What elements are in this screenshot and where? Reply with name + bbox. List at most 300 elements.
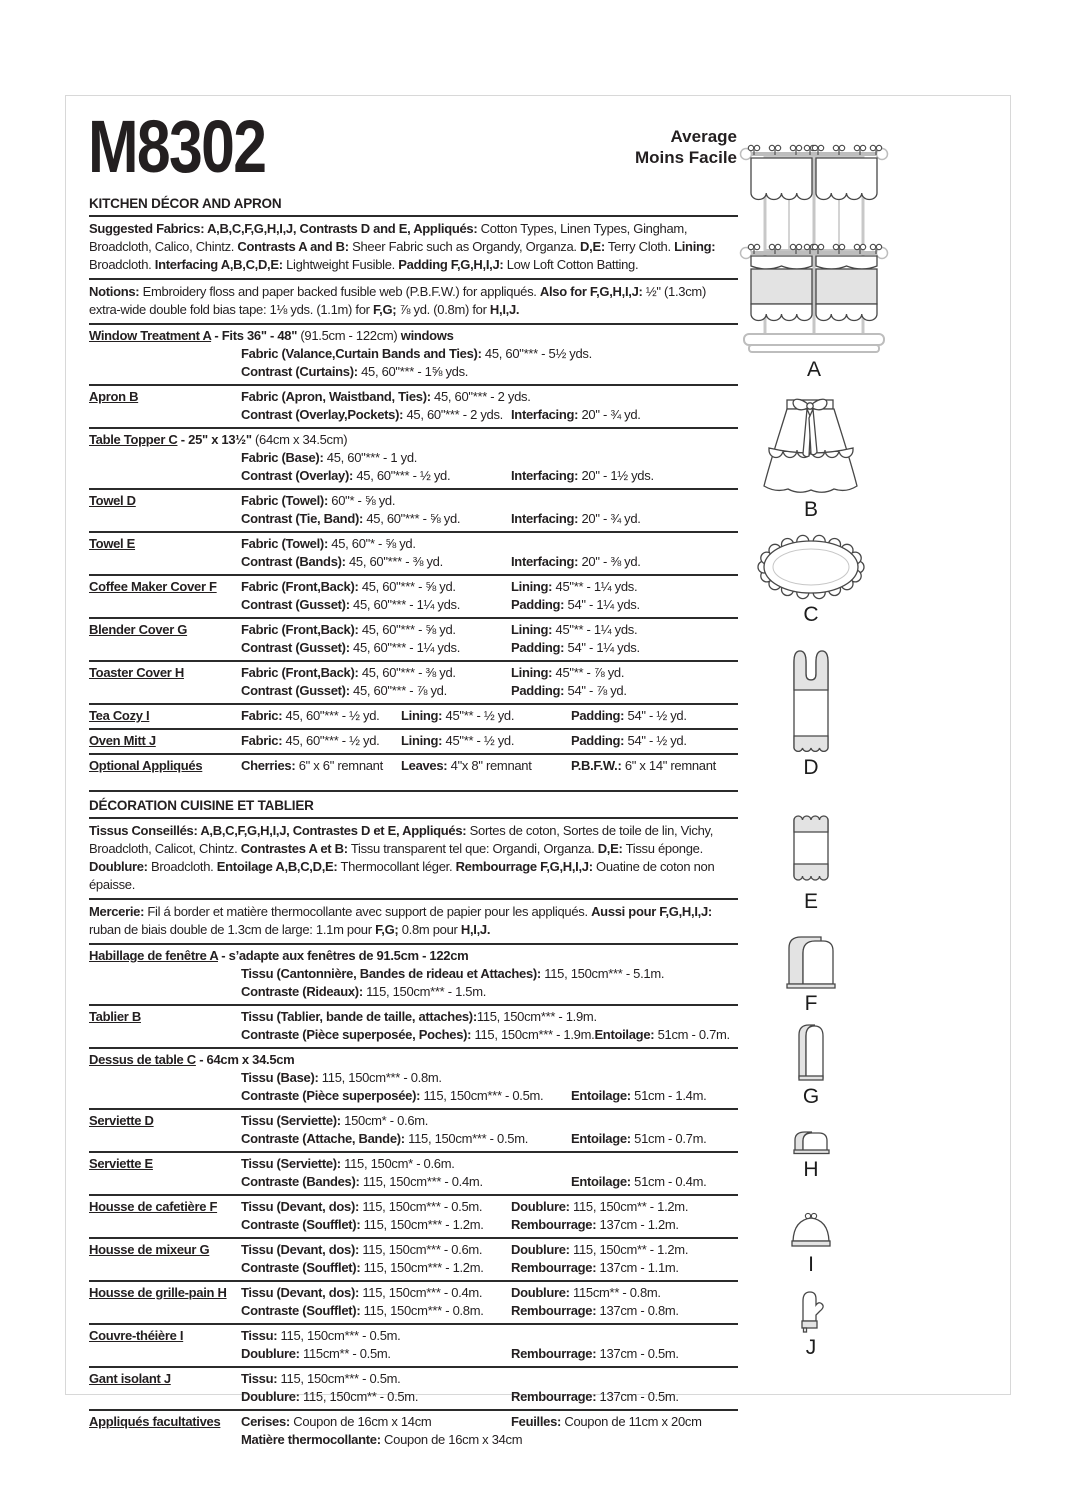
text-run: windows xyxy=(400,328,454,343)
row-line xyxy=(241,510,738,528)
row-label: Towel E xyxy=(89,536,136,551)
figure-coffee-maker-cover-f xyxy=(746,932,876,1016)
spec-label: Matière thermocollante: xyxy=(241,1432,381,1447)
figure-window-treatment-a xyxy=(738,138,890,382)
spec-label: Contrast (Gusset): xyxy=(241,597,350,612)
text-run: (91.5cm - 122cm) xyxy=(297,328,401,343)
row-lines xyxy=(89,535,738,571)
row-lines xyxy=(89,1112,738,1148)
text-run: ½" (1.3cm) extra-wide double fold bias tape: 1⅛ yds. (1.1m) for xyxy=(89,284,706,317)
spec-cell: Doublure: 115, 150cm** - 1.2m. xyxy=(511,1199,689,1214)
row-label: Tablier B xyxy=(89,1009,141,1024)
figure-label-b: B xyxy=(803,498,818,521)
difficulty-rating xyxy=(89,126,737,168)
spec-label: Lining: xyxy=(511,622,553,637)
section-english xyxy=(89,193,738,778)
section-french xyxy=(89,790,738,1452)
tea-cozy-illustration xyxy=(789,1211,833,1251)
row-label: Tea Cozy I xyxy=(89,708,150,723)
text-run: H,I,J. xyxy=(460,922,491,937)
figure-label-e: E xyxy=(803,890,818,913)
figure-label-c: C xyxy=(803,603,819,626)
spec-label: Contrast (Bands): xyxy=(241,554,346,569)
text-run: ruban de biais double de 1.3cm de large: 1.1m pour xyxy=(89,922,376,937)
spec-label: Cherries: xyxy=(241,758,296,773)
spec-label: Entoilage: xyxy=(571,1088,631,1103)
spec-label: Fabric: xyxy=(241,708,283,723)
spec-label: Contrast (Gusset): xyxy=(241,640,350,655)
table-row xyxy=(89,386,738,429)
row-lines xyxy=(89,388,738,424)
table-row xyxy=(89,1325,738,1368)
spec-label: Tissu (Serviette): xyxy=(241,1156,341,1171)
text-run: Fil á border et matière thermocollante avec support de papier pour les appliqués. xyxy=(144,904,592,919)
row-line xyxy=(241,1413,738,1431)
spec-label: Contrast (Overlay,Pockets): xyxy=(241,407,404,422)
row-line xyxy=(241,664,738,682)
spec-label: Padding: xyxy=(511,640,565,655)
row-label: Housse de cafetière F xyxy=(89,1199,218,1214)
row-heading xyxy=(89,327,738,345)
row-line xyxy=(241,965,738,983)
spec-cell: Lining: 45"** - ½ yd. xyxy=(401,708,515,723)
apron-illustration xyxy=(754,394,869,496)
text-run: Contrasts A and B: xyxy=(237,239,349,254)
spec-cell: Interfacing: 20" - ¾ yd. xyxy=(511,511,641,526)
row-line xyxy=(241,1026,738,1044)
text-run: Entoilage A,B,C,D,E: xyxy=(216,859,338,874)
row-line xyxy=(241,1284,738,1302)
row-line xyxy=(241,1241,738,1259)
row-label: Couvre-théière I xyxy=(89,1328,184,1343)
spec-cell: Padding: 54" - ⅞ yd. xyxy=(511,683,627,698)
spec-cell: Fabric (Front,Back): 45, 60"*** - ⅝ yd. xyxy=(241,622,456,637)
row-lines xyxy=(89,492,738,528)
spec-label: Lining: xyxy=(511,665,553,680)
difficulty-english: Average xyxy=(670,127,737,146)
spec-cell: Fabric (Valance,Curtain Bands and Ties): 45, 60"*** - 5½ yds. xyxy=(241,346,592,361)
text-run: Low Loft Cotton Batting. xyxy=(503,257,639,272)
spec-cell: Fabric (Towel): 45, 60"* - ⅝ yd. xyxy=(241,536,416,551)
row-line xyxy=(241,345,738,363)
text-run: 0.8m pour xyxy=(398,922,461,937)
text-run: Contrastes A et B: xyxy=(240,841,348,856)
spec-label: Entoilage: xyxy=(571,1131,631,1146)
row-line xyxy=(241,682,738,700)
spec-label: Entoilage: xyxy=(571,1174,631,1189)
oven-mitt-illustration xyxy=(795,1288,827,1334)
spec-label: Fabric (Towel): xyxy=(241,493,328,508)
text-run: Mercerie: xyxy=(89,904,145,919)
spec-label: Contrast (Overlay): xyxy=(241,468,354,483)
spec-cell: Lining: 45"** - 1¼ yds. xyxy=(511,622,638,637)
spec-label: Lining: xyxy=(401,733,443,748)
spec-cell: Doublure: 115cm** - 0.8m. xyxy=(511,1285,661,1300)
spec-cell: Doublure: 115cm** - 0.5m. xyxy=(241,1346,391,1361)
text-run: Tissus Conseillés: A,B,C,F,G,H,I,J, Contrastes D et E, Appliqués: xyxy=(89,823,467,838)
spec-label: Contraste (Pièce superposée): xyxy=(241,1088,421,1103)
spec-label: Tissu (Cantonnière, Bandes de rideau et Attaches): xyxy=(241,966,541,981)
row-label: Housse de mixeur G xyxy=(89,1242,210,1257)
row-label: Table Topper C xyxy=(89,432,178,447)
row-line xyxy=(241,1431,738,1449)
figure-label-h: H xyxy=(803,1158,819,1181)
spec-cell: Entoilage: 51cm - 1.4m. xyxy=(571,1088,707,1103)
spec-cell: Lining: 45"** - 1¼ yds. xyxy=(511,579,638,594)
row-line xyxy=(241,621,738,639)
table-row xyxy=(89,705,738,730)
spec-cell: Contrast (Overlay,Pockets): 45, 60"*** - 2 yds. xyxy=(241,407,503,422)
spec-label: Cerises: xyxy=(241,1414,290,1429)
spec-label: Doublure: xyxy=(241,1346,300,1361)
row-line xyxy=(241,1155,738,1173)
table-row xyxy=(89,1239,738,1282)
spec-label: Fabric (Apron, Waistband, Ties): xyxy=(241,389,431,404)
table-row xyxy=(89,1282,738,1325)
text-run: Tissu éponge. xyxy=(622,841,703,856)
spec-label: Leaves: xyxy=(401,758,448,773)
spec-label: Interfacing: xyxy=(511,554,579,569)
figure-label-j: J xyxy=(805,1336,817,1359)
blender-cover-illustration xyxy=(793,1021,829,1083)
table-row xyxy=(89,429,738,490)
table-row xyxy=(89,619,738,662)
spec-cell: Contraste (Rideaux): 115, 150cm*** - 1.5m. xyxy=(241,984,487,999)
spec-label: Interfacing: xyxy=(511,511,579,526)
text-run: Lining: xyxy=(674,239,716,254)
text-run: (64cm x 34.5cm) xyxy=(251,432,348,447)
text-run: Thermocollant léger. xyxy=(337,859,456,874)
row-line xyxy=(241,1370,738,1388)
table-row xyxy=(89,325,738,386)
spec-label: Doublure: xyxy=(511,1199,570,1214)
spec-cell: P.B.F.W.: 6" x 14" remnant xyxy=(571,758,716,773)
spec-cell: Entoilage: 51cm - 0.4m. xyxy=(571,1174,707,1189)
row-label: Serviette E xyxy=(89,1156,153,1171)
text-run: Terry Cloth. xyxy=(604,239,675,254)
table-row xyxy=(89,1153,738,1196)
spec-cell: Lining: 45"** - ⅞ yd. xyxy=(511,665,625,680)
row-line xyxy=(241,406,738,424)
spec-cell: Contraste (Attache, Bande): 115, 150cm*** - 0.5m. xyxy=(241,1131,529,1146)
spec-cell: Cherries: 6" x 6" remnant xyxy=(241,758,383,773)
spec-label: Interfacing: xyxy=(511,407,579,422)
spec-label: Rembourrage: xyxy=(511,1389,597,1404)
spec-label: Tissu (Tablier, bande de taille, attaches): xyxy=(241,1009,477,1024)
text-run: D,E: xyxy=(580,239,605,254)
row-lines xyxy=(89,1155,738,1191)
spec-label: Fabric (Base): xyxy=(241,450,324,465)
spec-label: Padding: xyxy=(511,683,565,698)
yardage-tables xyxy=(89,193,738,1452)
spec-cell: Contrast (Tie, Band): 45, 60"*** - ⅝ yd. xyxy=(241,511,461,526)
spec-label: Feuilles: xyxy=(511,1414,562,1429)
text-run: Also for F,G,H,I,J: xyxy=(539,284,643,299)
text-run: Ouatine de coton non épaisse. xyxy=(89,859,715,892)
spec-cell: Fabric: 45, 60"*** - ½ yd. xyxy=(241,708,380,723)
row-line xyxy=(241,757,738,775)
spec-label: Contraste (Bandes): xyxy=(241,1174,360,1189)
spec-label: Interfacing: xyxy=(511,468,579,483)
spec-label: Contraste (Rideaux): xyxy=(241,984,363,999)
spec-label: Padding: xyxy=(511,597,565,612)
table-row xyxy=(89,1110,738,1153)
spec-label: Doublure: xyxy=(511,1285,570,1300)
row-line xyxy=(241,388,738,406)
row-heading xyxy=(89,947,738,965)
spec-cell: Tissu (Serviette): 115, 150cm* - 0.6m. xyxy=(241,1156,455,1171)
spec-cell: Rembourrage: 137cm - 0.5m. xyxy=(511,1389,679,1404)
spec-label: Rembourrage: xyxy=(511,1260,597,1275)
figure-apron-b xyxy=(746,394,876,522)
difficulty-french: Moins Facile xyxy=(634,148,737,167)
text-run: Sheer Fabric such as Organdy, Organza. xyxy=(348,239,581,254)
table-row xyxy=(89,1006,738,1049)
paragraph xyxy=(89,280,738,325)
table-row xyxy=(89,1411,738,1452)
spec-label: Contrast (Gusset): xyxy=(241,683,350,698)
text-run: - Fits 36" - 48" xyxy=(211,328,298,343)
row-label: Blender Cover G xyxy=(89,622,188,637)
row-lines xyxy=(89,1370,738,1406)
spec-cell: Fabric (Base): 45, 60"*** - 1 yd. xyxy=(241,450,418,465)
spec-cell: Rembourrage: 137cm - 0.5m. xyxy=(511,1346,679,1361)
text-run: F,G; xyxy=(375,922,399,937)
spec-label: Rembourrage: xyxy=(511,1217,597,1232)
window-treatment-illustration xyxy=(738,138,890,356)
row-lines xyxy=(89,732,738,750)
row-line xyxy=(241,732,738,750)
spec-cell: Interfacing: 20" - 1½ yds. xyxy=(511,468,654,483)
spec-label: Padding: xyxy=(571,708,625,723)
spec-cell: Cerises: Coupon de 16cm x 14cm xyxy=(241,1414,432,1429)
table-row xyxy=(89,730,738,755)
spec-cell: Tissu: 115, 150cm*** - 0.5m. xyxy=(241,1328,401,1343)
row-line xyxy=(241,983,738,1001)
text-run: - 64cm x 34.5cm xyxy=(195,1052,295,1067)
row-lines xyxy=(89,1327,738,1363)
table-row xyxy=(89,1368,738,1411)
spec-cell: Tissu (Base): 115, 150cm*** - 0.8m. xyxy=(241,1070,442,1085)
text-run: Notions: xyxy=(89,284,140,299)
spec-cell: Padding: 54" - 1¼ yds. xyxy=(511,640,640,655)
towel-d-illustration xyxy=(788,648,834,754)
text-run: D,E: xyxy=(597,841,623,856)
pattern-number: M8302 xyxy=(88,105,266,188)
row-label: Housse de grille-pain H xyxy=(89,1285,227,1300)
spec-cell: Rembourrage: 137cm - 1.2m. xyxy=(511,1217,679,1232)
table-row xyxy=(89,533,738,576)
table-row xyxy=(89,1049,738,1110)
text-run: Interfacing A,B,C,D,E: xyxy=(154,257,283,272)
section-heading: KITCHEN DÉCOR AND APRON xyxy=(89,193,738,217)
spec-cell: Fabric (Apron, Waistband, Ties): 45, 60"*** - 2 yds. xyxy=(241,389,531,404)
figure-label-g: G xyxy=(802,1085,820,1108)
row-label: Serviette D xyxy=(89,1113,154,1128)
figure-toaster-cover-h xyxy=(746,1126,876,1182)
spec-label: Fabric (Valance,Curtain Bands and Ties): xyxy=(241,346,482,361)
section-heading: DÉCORATION CUISINE ET TABLIER xyxy=(89,790,738,819)
toaster-cover-illustration xyxy=(790,1126,832,1156)
spec-cell: Contrast (Bands): 45, 60"*** - ⅜ yd. xyxy=(241,554,443,569)
spec-cell: Interfacing: 20" - ⅜ yd. xyxy=(511,554,641,569)
paragraph xyxy=(89,217,738,280)
row-lines xyxy=(89,449,738,485)
spec-label: Doublure: xyxy=(511,1242,570,1257)
row-line xyxy=(241,492,738,510)
spec-label: P.B.F.W.: xyxy=(571,758,622,773)
text-run: Doublure: xyxy=(89,859,148,874)
row-line xyxy=(241,1130,738,1148)
spec-cell: Leaves: 4"x 8" remnant xyxy=(401,758,532,773)
table-row xyxy=(89,945,738,1006)
figure-towel-d xyxy=(746,648,876,780)
spec-cell: Contraste (Soufflet): 115, 150cm*** - 1.2m. xyxy=(241,1217,484,1232)
spec-cell: Doublure: 115, 150cm** - 1.2m. xyxy=(511,1242,689,1257)
text-run: - 25" x 13½" xyxy=(177,432,252,447)
text-run: H,I,J. xyxy=(489,302,520,317)
spec-label: Contrast (Tie, Band): xyxy=(241,511,364,526)
spec-label: Contraste (Pièce superposée, Poches): xyxy=(241,1027,472,1042)
spec-label: Contraste (Soufflet): xyxy=(241,1260,361,1275)
text-run: - s’adapte aux fenêtres de 91.5cm - 122cm xyxy=(217,948,469,963)
row-label: Dessus de table C xyxy=(89,1052,196,1067)
row-line xyxy=(241,1345,738,1363)
row-label: Appliqués facultatives xyxy=(89,1414,221,1429)
row-label: Window Treatment A xyxy=(89,328,212,343)
spec-label: Fabric (Front,Back): xyxy=(241,579,359,594)
text-run: Broadcloth. xyxy=(147,859,217,874)
row-line xyxy=(241,467,738,485)
spec-label: Tissu (Base): xyxy=(241,1070,319,1085)
row-label: Oven Mitt J xyxy=(89,733,156,748)
row-lines xyxy=(89,1069,738,1105)
spec-label: Rembourrage: xyxy=(511,1346,597,1361)
figure-label-f: F xyxy=(804,992,818,1015)
row-line xyxy=(241,535,738,553)
row-line xyxy=(241,1198,738,1216)
spec-label: Doublure: xyxy=(241,1389,300,1404)
paragraph xyxy=(89,819,738,900)
spec-label: Lining: xyxy=(511,579,553,594)
text-run: F,G; xyxy=(372,302,397,317)
figure-towel-e xyxy=(746,808,876,914)
row-lines xyxy=(89,1008,738,1044)
text-run: Suggested Fabrics: A,B,C,F,G,H,I,J, Contrasts D and E, Appliqués: xyxy=(89,221,478,236)
pattern-sheet-page xyxy=(65,95,1011,1447)
spec-cell: Tissu (Cantonnière, Bandes de rideau et Attaches): 115, 150cm*** - 5.1m. xyxy=(241,966,665,981)
spec-cell: Padding: 54" - 1¼ yds. xyxy=(511,597,640,612)
spec-cell: Tissu (Devant, dos): 115, 150cm*** - 0.6m. xyxy=(241,1242,483,1257)
text-run: Tissu transparent tel que: Organdi, Organza. xyxy=(347,841,598,856)
row-lines xyxy=(89,345,738,381)
text-run: Lightweight Fusible. xyxy=(282,257,399,272)
spec-label: Contrast (Curtains): xyxy=(241,364,358,379)
text-run: Sortes de coton, Sortes de toile de lin, Vichy, Broadcloth, Calicot, Chintz. xyxy=(89,823,714,856)
figure-label-d: D xyxy=(803,756,819,779)
spec-cell: Matière thermocollante: Coupon de 16cm x 34cm xyxy=(241,1432,523,1447)
figure-label-a: A xyxy=(806,358,821,381)
row-line xyxy=(241,1087,738,1105)
spec-cell: Tissu (Tablier, bande de taille, attaches):115, 150cm*** - 1.9m. xyxy=(241,1009,597,1024)
spec-label: Lining: xyxy=(401,708,443,723)
spec-label: Tissu: xyxy=(241,1371,278,1386)
row-lines xyxy=(89,707,738,725)
row-label: Habillage de fenêtre A xyxy=(89,948,218,963)
spec-cell: Entoilage: 51cm - 0.7m. xyxy=(594,1027,730,1042)
row-label: Toaster Cover H xyxy=(89,665,184,680)
spec-cell: Padding: 54" - ½ yd. xyxy=(571,708,687,723)
text-run: Padding F,G,H,I,J: xyxy=(398,257,504,272)
table-row xyxy=(89,490,738,533)
spec-cell: Tissu (Devant, dos): 115, 150cm*** - 0.5m. xyxy=(241,1199,483,1214)
figure-tea-cozy-i xyxy=(746,1211,876,1277)
text-run: Aussi pour F,G,H,I,J: xyxy=(591,904,712,919)
row-line xyxy=(241,363,738,381)
spec-cell: Rembourrage: 137cm - 0.8m. xyxy=(511,1303,679,1318)
row-line xyxy=(241,1302,738,1320)
spec-cell: Interfacing: 20" - ¾ yd. xyxy=(511,407,641,422)
spec-cell: Contrast (Gusset): 45, 60"*** - ⅞ yd. xyxy=(241,683,447,698)
spec-cell: Padding: 54" - ½ yd. xyxy=(571,733,687,748)
row-line xyxy=(241,596,738,614)
spec-label: Fabric (Towel): xyxy=(241,536,328,551)
spec-cell: Fabric (Towel): 60"* - ⅝ yd. xyxy=(241,493,396,508)
spec-cell: Contraste (Soufflet): 115, 150cm*** - 1.2m. xyxy=(241,1260,484,1275)
spec-cell: Tissu (Devant, dos): 115, 150cm*** - 0.4m. xyxy=(241,1285,483,1300)
row-heading xyxy=(89,431,738,449)
row-line xyxy=(241,449,738,467)
spec-label: Fabric (Front,Back): xyxy=(241,665,359,680)
row-line xyxy=(241,1112,738,1130)
row-label: Gant isolant J xyxy=(89,1371,171,1386)
row-label: Towel D xyxy=(89,493,136,508)
paragraph xyxy=(89,900,738,945)
row-line xyxy=(241,639,738,657)
spec-cell: Contraste (Bandes): 115, 150cm*** - 0.4m. xyxy=(241,1174,483,1189)
table-topper-illustration xyxy=(754,533,869,601)
row-line xyxy=(241,1216,738,1234)
spec-cell: Fabric (Front,Back): 45, 60"*** - ⅜ yd. xyxy=(241,665,456,680)
spec-cell: Feuilles: Coupon de 11cm x 20cm xyxy=(511,1414,702,1429)
figure-oven-mitt-j xyxy=(746,1288,876,1360)
spec-cell: Contraste (Pièce superposée): 115, 150cm*** - 0.5m. xyxy=(241,1088,544,1103)
text-run: Cotton Types, Linen Types, Gingham, Broadcloth, Calico, Chintz. xyxy=(89,221,688,254)
spec-label: Rembourrage: xyxy=(511,1303,597,1318)
spec-cell: Contrast (Gusset): 45, 60"*** - 1¼ yds. xyxy=(241,597,461,612)
row-line xyxy=(241,1327,738,1345)
coffee-maker-cover-illustration xyxy=(781,932,841,990)
spec-label: Contraste (Attache, Bande): xyxy=(241,1131,405,1146)
spec-cell: Contraste (Soufflet): 115, 150cm*** - 0.8m. xyxy=(241,1303,484,1318)
spec-cell: Tissu (Serviette): 150cm* - 0.6m. xyxy=(241,1113,429,1128)
spec-label: Fabric (Front,Back): xyxy=(241,622,359,637)
row-line xyxy=(241,707,738,725)
spec-label: Contraste (Soufflet): xyxy=(241,1303,361,1318)
table-row xyxy=(89,1196,738,1239)
row-line xyxy=(241,1008,738,1026)
spec-label: Contraste (Soufflet): xyxy=(241,1217,361,1232)
spec-label: Padding: xyxy=(571,733,625,748)
towel-e-illustration xyxy=(790,808,832,888)
spec-cell: Contrast (Gusset): 45, 60"*** - 1¼ yds. xyxy=(241,640,461,655)
figure-table-topper-c xyxy=(746,533,876,627)
row-line xyxy=(241,1388,738,1406)
row-line xyxy=(241,578,738,596)
figure-label-i: I xyxy=(808,1253,814,1276)
spec-cell: Contrast (Curtains): 45, 60"*** - 1⅝ yds. xyxy=(241,364,469,379)
row-line xyxy=(241,1069,738,1087)
